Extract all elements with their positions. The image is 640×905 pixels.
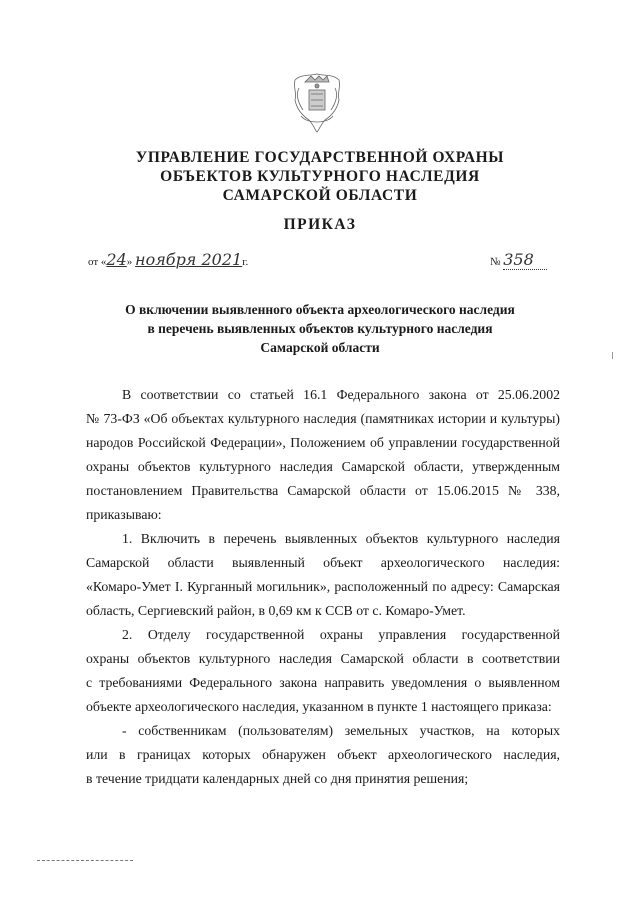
- heading-line-3: Самарской области: [260, 340, 380, 355]
- org-name-line-3: САМАРСКОЙ ОБЛАСТИ: [222, 187, 418, 204]
- text-line: или в границах которых обнаружен объект археологического наследия,: [86, 747, 560, 762]
- number-value: 358: [503, 250, 547, 270]
- org-name-line-1: УПРАВЛЕНИЕ ГОСУДАРСТВЕННОЙ ОХРАНЫ: [135, 149, 505, 166]
- text-line: «Комаро-Умет I. Курганный могильник», расположенный по адресу: Самарская: [86, 579, 560, 594]
- text-line: область, Сергиевский район, в 0,69 км к ССВ от с. Комаро-Умет.: [86, 603, 466, 618]
- paragraph-item-2: [86, 623, 560, 719]
- date-day: 24: [106, 250, 127, 269]
- text-line: постановлением Правительства Самарской области от 15.06.2015 № 338,: [86, 483, 560, 498]
- footer-divider: [37, 860, 133, 861]
- date-year: 2021: [196, 250, 243, 269]
- order-date: [88, 250, 248, 269]
- org-name-line-2: ОБЪЕКТОВ КУЛЬТУРНОГО НАСЛЕДИЯ: [160, 168, 480, 185]
- order-number: [490, 250, 547, 270]
- text-line: народов Российской Федерации», Положением об управлении государственной: [86, 435, 560, 450]
- paragraph-preamble: [86, 383, 560, 527]
- paragraph-bullet-owners: [86, 719, 560, 791]
- text-line: в течение тридцати календарных дней со дня принятия решения;: [86, 771, 469, 786]
- text-line: В соответствии со статьей 16.1 Федерального закона от 25.06.2002: [122, 387, 560, 402]
- date-month: ноября: [135, 250, 197, 269]
- number-prefix: №: [490, 256, 501, 268]
- document-type: ПРИКАЗ: [283, 216, 357, 233]
- paragraph-item-1: [86, 527, 560, 623]
- text-line: № 73-ФЗ «Об объектах культурного наследия (памятниках истории и культуры): [86, 411, 560, 426]
- heading-line-2: в перечень выявленных объектов культурного наследия: [147, 321, 493, 336]
- date-suffix: г.: [242, 256, 249, 268]
- text-line: 1. Включить в перечень выявленных объектов культурного наследия: [122, 531, 560, 546]
- text-line: Самарской области выявленный объект археологического наследия:: [86, 555, 560, 570]
- margin-mark: [612, 352, 613, 359]
- text-line: охраны объектов культурного наследия Самарской области, утвержденным: [86, 459, 560, 474]
- coat-of-arms-icon: [287, 70, 347, 136]
- text-line: - собственникам (пользователям) земельных участков, на которых: [122, 723, 560, 738]
- text-line: приказываю:: [86, 507, 162, 522]
- text-line: 2. Отделу государственной охраны управления государственной: [122, 627, 560, 642]
- text-line: охраны объектов культурного наследия Самарской области в соответствии: [86, 651, 560, 666]
- date-prefix: от «: [88, 256, 107, 268]
- heading-line-1: О включении выявленного объекта археологического наследия: [125, 302, 515, 317]
- date-mid: »: [126, 256, 136, 268]
- text-line: с требованиями Федерального закона направить уведомления о выявленном: [86, 675, 560, 690]
- text-line: объекте археологического наследия, указанном в пункте 1 настоящего приказа:: [86, 699, 552, 714]
